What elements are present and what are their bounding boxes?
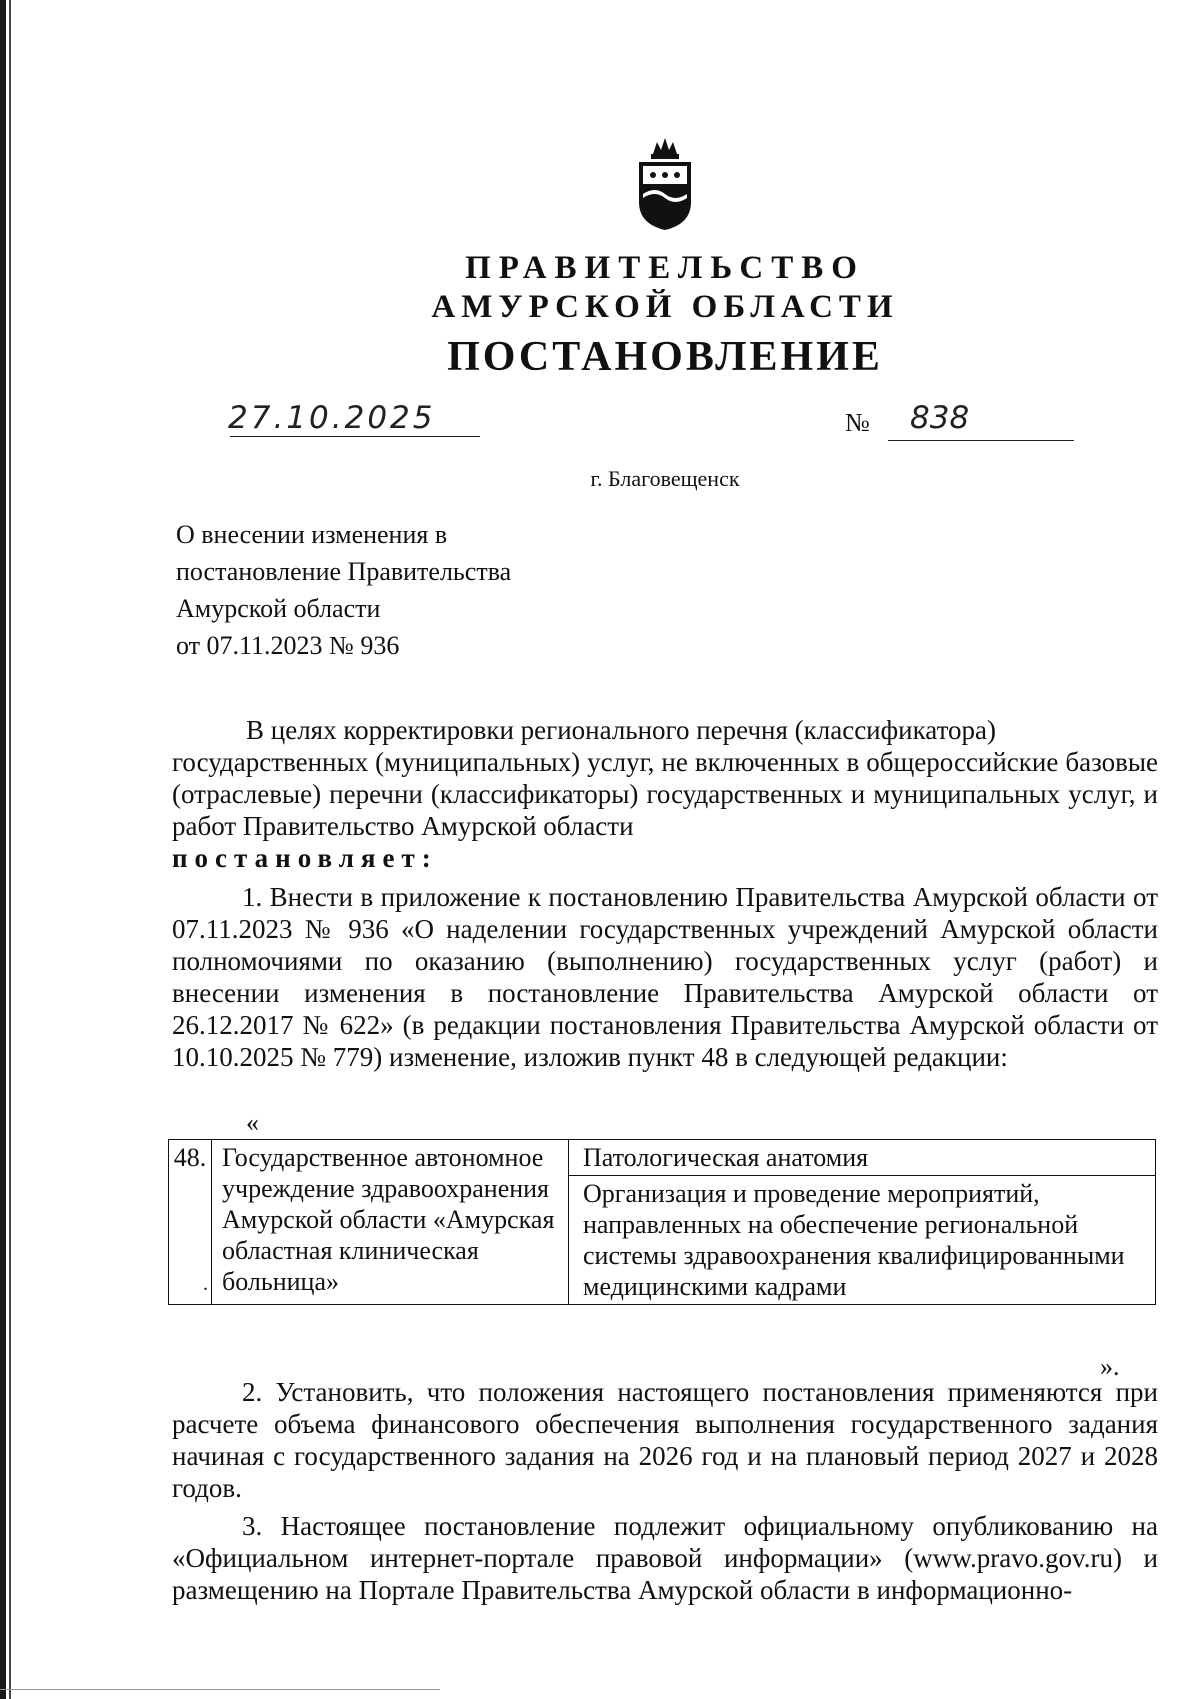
paragraph-2: 2. Установить, что положения настоящего постановления применяются при расчете объема финансового обеспечения выполнения государственного задания начиная с государственного задания на 2026 год и на плановый период 2027 и 2028 годов. — [172, 1377, 1158, 1503]
row-number: 48. — [173, 1143, 207, 1172]
activity-cell — [569, 1140, 1156, 1305]
city-line: г. Благовещенск — [590, 466, 740, 491]
government-title: ПРАВИТЕЛЬСТВО — [465, 250, 865, 286]
amendment-table — [168, 1139, 1156, 1305]
subject-line: от 07.11.2023 № 936 — [176, 631, 400, 660]
table-open-quote: « — [246, 1108, 259, 1137]
number-label: № — [845, 408, 870, 437]
date-underline — [230, 436, 480, 437]
document-date: 27.10.2025 — [228, 400, 436, 436]
row-number-dot: . — [203, 1273, 208, 1295]
subject-line: постановление Правительства — [176, 557, 512, 586]
organization-cell: Государственное автономное учреждение здравоохранения Амурской области «Амурская областная клиническая больница» — [212, 1140, 569, 1305]
activity-description: Организация и проведение мероприятий, направленных на обеспечение региональной системы здравоохранения квалифицированными медицинскими кадрами — [569, 1175, 1155, 1304]
activity-title: Патологическая анатомия — [583, 1143, 869, 1172]
paragraph-3: 3. Настоящее постановление подлежит официальному опубликованию на «Официальном интернет-портале правовой информации» (www.pravo.gov.ru) и размещению на Портале Правительства Амурской области в информационно- — [172, 1511, 1158, 1605]
subject-line: О внесении изменения в — [176, 520, 448, 549]
document-subject — [176, 516, 511, 664]
document-number: 838 — [910, 400, 970, 436]
coat-of-arms-emblem — [633, 132, 697, 232]
decree-word: постановляет: — [172, 843, 438, 873]
preamble-first-line: В целях корректировки регионального перечня (классификатора) — [246, 715, 996, 745]
subject-line: Амурской области — [176, 594, 381, 623]
region-title: АМУРСКОЙ ОБЛАСТИ — [431, 289, 899, 325]
paragraph-1: 1. Внести в приложение к постановлению Правительства Амурской области от 07.11.2023 № 936 «О наделении государственных учреждений Амурской области полномочиями по оказанию (выполнению) государственных услуг (работ) и внесении изменения в постановление Правительства Амурской области от 26.12.2017 № 622» (в редакции постановления Правительства Амурской области от 10.10.2025 № 779) изменение, изложив пункт 48 в следующей редакции: — [172, 882, 1158, 1072]
table-close-quote: ». — [1100, 1352, 1120, 1381]
table-row — [169, 1140, 1156, 1305]
document-type-title: ПОСТАНОВЛЕНИЕ — [447, 334, 883, 380]
number-underline — [888, 440, 1074, 441]
bottom-scan-rule — [0, 1689, 440, 1690]
preamble-text: государственных (муниципальных) услуг, не включенных в общероссийские базовые (отраслевые) перечни (классификаторы) государственных и муниципальных услуг, и работ Правительство Амурской области — [172, 747, 1158, 841]
row-number-cell — [169, 1140, 212, 1305]
preamble-paragraph — [172, 714, 1158, 874]
